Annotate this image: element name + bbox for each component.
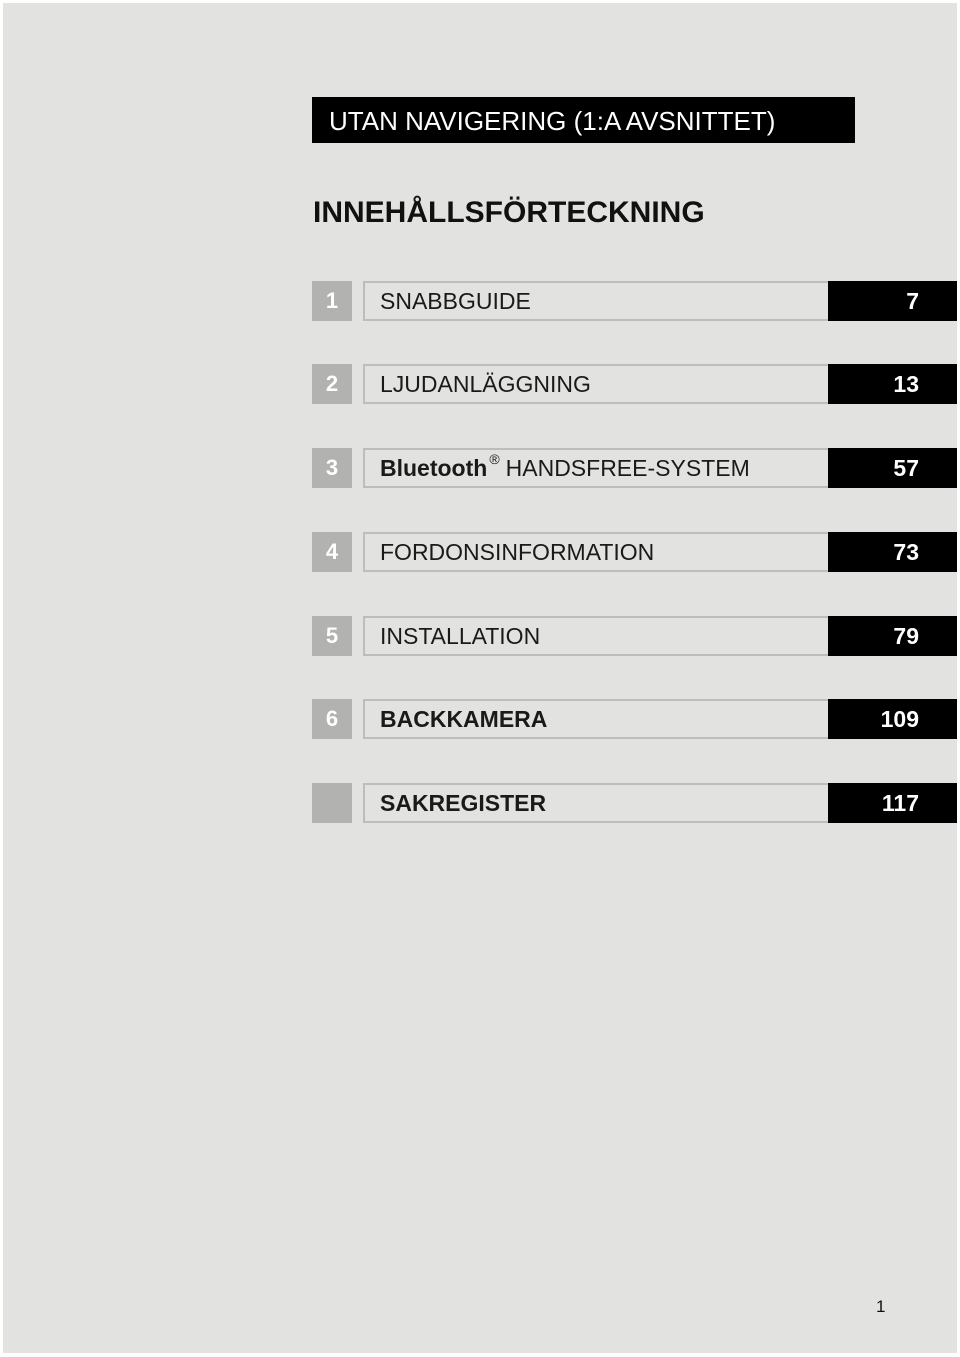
toc-entry-installation[interactable] [312, 616, 957, 656]
toc-entry-bluetooth-handsfree[interactable] [312, 448, 957, 488]
footer-page-number: 1 [876, 1297, 886, 1316]
chapter-page-number: 7 [828, 281, 957, 321]
chapter-title: LJUDANLÄGGNING [380, 371, 591, 397]
chapter-number: 1 [312, 281, 352, 321]
chapter-title-rest: HANDSFREE-SYSTEM [505, 455, 750, 481]
chapter-page-number: 117 [828, 783, 957, 823]
chapter-title: SNABBGUIDE [380, 288, 531, 314]
chapter-title-box [363, 281, 828, 321]
chapter-number: 3 [312, 448, 352, 488]
chapter-title-box [363, 364, 828, 404]
toc-entry-sakregister[interactable] [312, 783, 957, 823]
toc-entry-ljudanlaggning[interactable] [312, 364, 957, 404]
chapter-title [380, 450, 750, 490]
page-title: INNEHÅLLSFÖRTECKNING [313, 196, 705, 229]
toc-entry-fordonsinformation[interactable] [312, 532, 957, 572]
chapter-number-tab [312, 783, 352, 823]
chapter-title-box [363, 699, 828, 739]
toc-entry-backkamera[interactable] [312, 699, 957, 739]
chapter-number: 5 [312, 616, 352, 656]
chapter-title-brand: Bluetooth [380, 455, 488, 481]
chapter-page-number: 13 [828, 364, 957, 404]
chapter-title-box [363, 783, 828, 823]
chapter-title: FORDONSINFORMATION [380, 539, 655, 565]
chapter-title-box [363, 448, 828, 488]
chapter-title-box [363, 532, 828, 572]
chapter-page-number: 79 [828, 616, 957, 656]
chapter-number: 6 [312, 699, 352, 739]
chapter-title: SAKREGISTER [380, 790, 547, 816]
registered-mark: ® [489, 451, 500, 467]
chapter-number: 4 [312, 532, 352, 572]
chapter-title-box [363, 616, 828, 656]
chapter-number: 2 [312, 364, 352, 404]
toc-entry-snabbguide[interactable] [312, 281, 957, 321]
chapter-page-number: 57 [828, 448, 957, 488]
chapter-page-number: 109 [828, 699, 957, 739]
section-banner: UTAN NAVIGERING (1:A AVSNITTET) [312, 97, 855, 143]
chapter-page-number: 73 [828, 532, 957, 572]
chapter-title: BACKKAMERA [380, 706, 548, 732]
chapter-title: INSTALLATION [380, 623, 541, 649]
